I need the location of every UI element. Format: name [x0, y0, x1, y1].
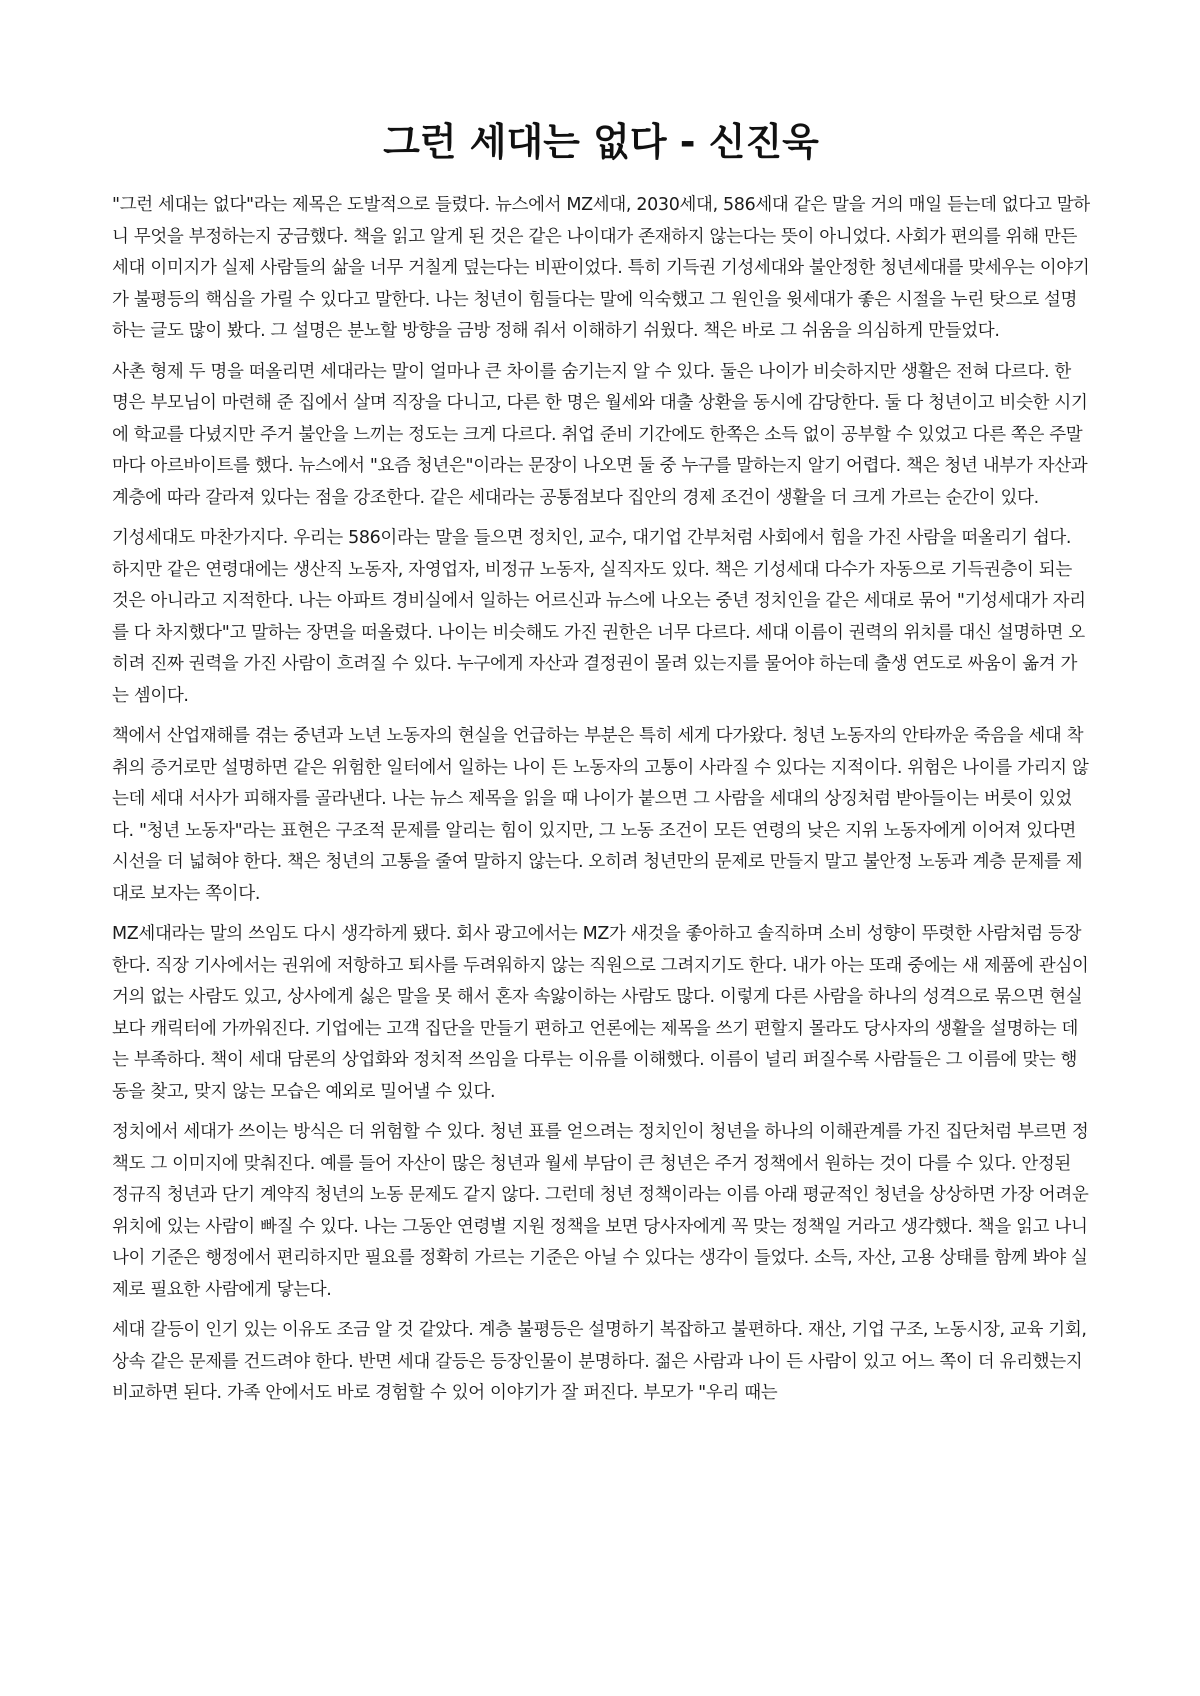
- document-body: [112, 190, 1090, 1410]
- paragraph: 책에서 산업재해를 겪는 중년과 노년 노동자의 현실을 언급하는 부분은 특히 세게 다가왔다. 청년 노동자의 안타까운 죽음을 세대 착취의 증거로만 설명하면 같은 위험한 일터에서 일하는 나이 든 노동자의 고통이 사라질 수 있다는 지적이다. 위험은 나이를 가리지 않는데 세대 서사가 피해자를 골라낸다. 나는 뉴스 제목을 읽을 때 나이가 붙으면 그 사람을 세대의 상징처럼 받아들이는 버릇이 있었다. "청년 노동자"라는 표현은 구조적 문제를 알리는 힘이 있지만, 그 노동 조건이 모든 연령의 낮은 지위 노동자에게 이어져 있다면 시선을 더 넓혀야 한다. 책은 청년의 고통을 줄여 말하지 않는다. 오히려 청년만의 문제로 만들지 말고 불안정 노동과 계층 문제를 제대로 보자는 쪽이다.: [112, 726, 1089, 904]
- document-title: 그런 세대는 없다 - 신진욱: [383, 120, 819, 164]
- paragraph: 정치에서 세대가 쓰이는 방식은 더 위험할 수 있다. 청년 표를 얻으려는 정치인이 청년을 하나의 이해관계를 가진 집단처럼 부르면 정책도 그 이미지에 맞춰진다. 예를 들어 자산이 많은 청년과 월세 부담이 큰 청년은 주거 정책에서 원하는 것이 다를 수 있다. 안정된 정규직 청년과 단기 계약직 청년의 노동 문제도 같지 않다. 그런데 청년 정책이라는 이름 아래 평균적인 청년을 상상하면 가장 어려운 위치에 있는 사람이 빠질 수 있다. 나는 그동안 연령별 지원 정책을 보면 당사자에게 꼭 맞는 정책일 거라고 생각했다. 책을 읽고 나니 나이 기준은 행정에서 편리하지만 필요를 정확히 가르는 기준은 아닐 수 있다는 생각이 들었다. 소득, 자산, 고용 상태를 함께 봐야 실제로 필요한 사람에게 닿는다.: [112, 1122, 1089, 1300]
- paragraph: 기성세대도 마찬가지다. 우리는 586이라는 말을 들으면 정치인, 교수, 대기업 간부처럼 사회에서 힘을 가진 사람을 떠올리기 쉽다. 하지만 같은 연령대에는 생산직 노동자, 자영업자, 비정규 노동자, 실직자도 있다. 책은 기성세대 다수가 자동으로 기득권층이 되는 것은 아니라고 지적한다. 나는 아파트 경비실에서 일하는 어르신과 뉴스에 나오는 중년 정치인을 같은 세대로 묶어 "기성세대가 자리를 다 차지했다"고 말하는 장면을 떠올렸다. 나이는 비슷해도 가진 권한은 너무 다르다. 세대 이름이 권력의 위치를 대신 설명하면 오히려 진짜 권력을 가진 사람이 흐려질 수 있다. 누구에게 자산과 결정권이 몰려 있는지를 물어야 하는데 출생 연도로 싸움이 옮겨 가는 셈이다.: [112, 528, 1086, 706]
- paragraph: MZ세대라는 말의 쓰임도 다시 생각하게 됐다. 회사 광고에서는 MZ가 새것을 좋아하고 솔직하며 소비 성향이 뚜렷한 사람처럼 등장한다. 직장 기사에서는 권위에 저항하고 퇴사를 두려워하지 않는 직원으로 그려지기도 한다. 내가 아는 또래 중에는 새 제품에 관심이 거의 없는 사람도 있고, 상사에게 싫은 말을 못 해서 혼자 속앓이하는 사람도 많다. 이렇게 다른 사람을 하나의 성격으로 묶으면 현실보다 캐릭터에 가까워진다. 기업에는 고객 집단을 만들기 편하고 언론에는 제목을 쓰기 편할지 몰라도 당사자의 생활을 설명하는 데는 부족하다. 책이 세대 담론의 상업화와 정치적 쓰임을 다루는 이유를 이해했다. 이름이 널리 퍼질수록 사람들은 그 이름에 맞는 행동을 찾고, 맞지 않는 모습은 예외로 밀어낼 수 있다.: [112, 924, 1089, 1102]
- paragraph: "그런 세대는 없다"라는 제목은 도발적으로 들렸다. 뉴스에서 MZ세대, 2030세대, 586세대 같은 말을 거의 매일 듣는데 없다고 말하니 무엇을 부정하는지 궁금했다. 책을 읽고 알게 된 것은 같은 나이대가 존재하지 않는다는 뜻이 아니었다. 사회가 편의를 위해 만든 세대 이미지가 실제 사람들의 삶을 너무 거칠게 덮는다는 비판이었다. 특히 기득권 기성세대와 불안정한 청년세대를 맞세우는 이야기가 불평등의 핵심을 가릴 수 있다고 말한다. 나는 청년이 힘들다는 말에 익숙했고 그 원인을 윗세대가 좋은 시절을 누린 탓으로 설명하는 글도 많이 봤다. 그 설명은 분노할 방향을 금방 정해 줘서 이해하기 쉬웠다. 책은 바로 그 쉬움을 의심하게 만들었다.: [112, 195, 1090, 341]
- paragraph: 세대 갈등이 인기 있는 이유도 조금 알 것 같았다. 계층 불평등은 설명하기 복잡하고 불편하다. 재산, 기업 구조, 노동시장, 교육 기회, 상속 같은 문제를 건드려야 한다. 반면 세대 갈등은 등장인물이 분명하다. 젊은 사람과 나이 든 사람이 있고 어느 쪽이 더 유리했는지 비교하면 된다. 가족 안에서도 바로 경험할 수 있어 이야기가 잘 퍼진다. 부모가 "우리 때는: [112, 1320, 1087, 1403]
- paragraph: 사촌 형제 두 명을 떠올리면 세대라는 말이 얼마나 큰 차이를 숨기는지 알 수 있다. 둘은 나이가 비슷하지만 생활은 전혀 다르다. 한 명은 부모님이 마련해 준 집에서 살며 직장을 다니고, 다른 한 명은 월세와 대출 상환을 동시에 감당한다. 둘 다 청년이고 비슷한 시기에 학교를 다녔지만 주거 불안을 느끼는 정도는 크게 다르다. 취업 준비 기간에도 한쪽은 소득 없이 공부할 수 있었고 다른 쪽은 주말마다 아르바이트를 했다. 뉴스에서 "요즘 청년은"이라는 문장이 나오면 둘 중 누구를 말하는지 알기 어렵다. 책은 청년 내부가 자산과 계층에 따라 갈라져 있다는 점을 강조한다. 같은 세대라는 공통점보다 집안의 경제 조건이 생활을 더 크게 가르는 순간이 있다.: [112, 361, 1088, 508]
